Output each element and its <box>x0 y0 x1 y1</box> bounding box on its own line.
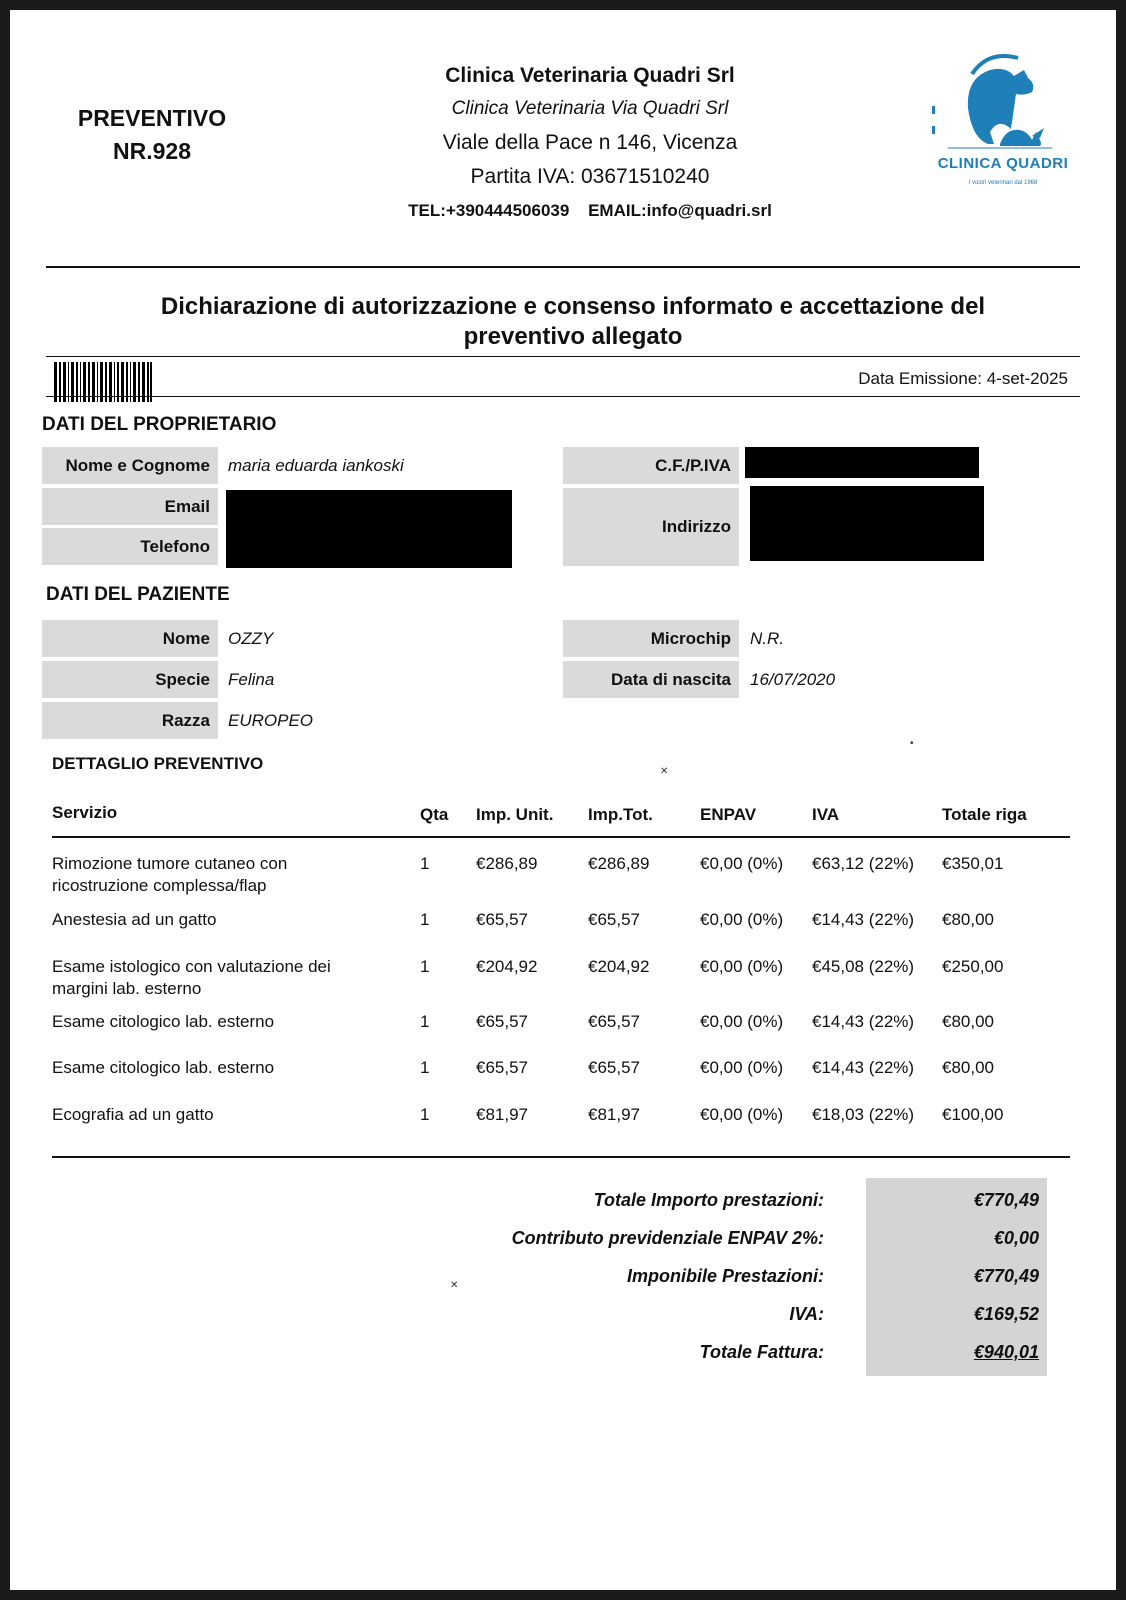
cell-enpav: €0,00 (0%) <box>700 1012 784 1031</box>
quote-title-line1: PREVENTIVO <box>77 105 227 131</box>
cell-tot: €81,97 <box>588 1105 640 1124</box>
patient-birth-value: 16/07/2020 <box>750 669 836 689</box>
cell-qty: 1 <box>420 1105 430 1124</box>
cell-service: Rimozione tumore cutaneo con ricostruzione complessa/flap <box>52 854 288 895</box>
cell-iva: €63,12 (22%) <box>812 854 915 873</box>
cell-total: €100,00 <box>942 1105 1004 1124</box>
patient-species-label: Specie <box>42 661 218 698</box>
vat-label: IVA: <box>789 1304 824 1324</box>
clinic-name: Clinica Veterinaria Quadri Srl <box>445 64 735 87</box>
cell-service: Ecografia ad un gatto <box>52 1105 214 1124</box>
patient-chip-label: Microchip <box>563 620 739 657</box>
clinic-address: Viale della Pace n 146, Vicenza <box>442 131 738 154</box>
col-header-total: Totale riga <box>942 805 1027 824</box>
cell-service: Anestesia ad un gatto <box>52 910 217 929</box>
dog-cat-logo-icon <box>932 56 1052 148</box>
emission-date: Data Emissione: 4-set-2025 <box>858 369 1068 388</box>
cell-tot: €65,57 <box>588 910 640 929</box>
taxable-label: Imponibile Prestazioni: <box>626 1266 824 1286</box>
cell-enpav: €0,00 (0%) <box>700 1058 784 1077</box>
cell-tot: €286,89 <box>588 854 650 873</box>
col-header-qty: Qta <box>420 805 449 824</box>
cell-iva: €18,03 (22%) <box>812 1105 915 1124</box>
cell-iva: €14,43 (22%) <box>812 1058 915 1077</box>
clinic-vat: Partita IVA: 03671510240 <box>470 165 710 188</box>
document-page <box>10 10 1116 1590</box>
cell-total: €80,00 <box>942 910 994 929</box>
clinic-phone: TEL:+390444506039 <box>408 201 570 220</box>
cell-total: €250,00 <box>942 957 1004 976</box>
cell-qty: 1 <box>420 1012 430 1031</box>
patient-chip-value: N.R. <box>750 628 784 648</box>
cell-service: Esame istologico con valutazione dei margini lab. esterno <box>52 957 331 998</box>
table-footer-divider <box>52 1156 1070 1158</box>
cell-tot: €204,92 <box>588 957 650 976</box>
declaration-divider-top <box>46 356 1080 357</box>
cell-service: Esame citologico lab. esterno <box>52 1058 275 1077</box>
patient-species-value: Felina <box>228 669 275 689</box>
enpav-contribution-value: €0,00 <box>993 1228 1039 1248</box>
cell-enpav: €0,00 (0%) <box>700 910 784 929</box>
col-header-unit: Imp. Unit. <box>476 805 554 824</box>
owner-cf-label: C.F./P.IVA <box>563 447 739 484</box>
cell-iva: €14,43 (22%) <box>812 1012 915 1031</box>
cell-enpav: €0,00 (0%) <box>700 854 784 873</box>
cell-unit: €65,57 <box>476 910 528 929</box>
vat-value: €169,52 <box>973 1304 1039 1324</box>
cell-total: €80,00 <box>942 1012 994 1031</box>
cell-tot: €65,57 <box>588 1012 640 1031</box>
invoice-total-value: €940,01 <box>973 1342 1039 1362</box>
cell-qty: 1 <box>420 910 430 929</box>
enpav-contribution-label: Contributo previdenziale ENPAV 2%: <box>511 1228 824 1248</box>
cell-enpav: €0,00 (0%) <box>700 957 784 976</box>
clinic-subname: Clinica Veterinaria Via Quadri Srl <box>451 98 729 119</box>
cell-unit: €65,57 <box>476 1012 528 1031</box>
emission-divider <box>46 396 1080 397</box>
cell-total: €350,01 <box>942 854 1004 873</box>
patient-breed-label: Razza <box>42 702 218 739</box>
invoice-total-label: Totale Fattura: <box>699 1342 824 1362</box>
cell-qty: 1 <box>420 957 430 976</box>
table-header-divider <box>52 836 1070 838</box>
clinic-info <box>360 60 820 228</box>
col-header-tot: Imp.Tot. <box>588 805 653 824</box>
cell-qty: 1 <box>420 1058 430 1077</box>
owner-email-label: Email <box>42 488 218 525</box>
patient-breed-value: EUROPEO <box>228 710 314 730</box>
logo-tagline: I vostri veterinari dal 1968 <box>968 180 1038 186</box>
cell-unit: €81,97 <box>476 1105 528 1124</box>
total-services-label: Totale Importo prestazioni: <box>593 1190 824 1210</box>
patient-name-value: OZZY <box>228 628 274 648</box>
cell-enpav: €0,00 (0%) <box>700 1105 784 1124</box>
clinic-contacts <box>360 194 820 228</box>
cell-service: Esame citologico lab. esterno <box>52 1012 275 1031</box>
cell-qty: 1 <box>420 854 430 873</box>
col-header-service: Servizio <box>52 803 118 822</box>
owner-name-value: maria eduarda iankoski <box>228 455 404 475</box>
owner-name-label: Nome e Cognome <box>42 447 218 484</box>
owner-section-title: DATI DEL PROPRIETARIO <box>42 414 277 435</box>
clinic-email: EMAIL:info@quadri.srl <box>588 201 772 220</box>
col-header-enpav: ENPAV <box>700 805 757 824</box>
cell-unit: €286,89 <box>476 854 538 873</box>
declaration-title: Dichiarazione di autorizzazione e consenso informato e accettazione del preventivo allegato <box>160 293 986 350</box>
clinic-logo <box>928 48 1078 198</box>
redacted-cf <box>745 447 979 478</box>
cell-unit: €204,92 <box>476 957 538 976</box>
quote-title <box>62 102 242 168</box>
cell-tot: €65,57 <box>588 1058 640 1077</box>
cell-total: €80,00 <box>942 1058 994 1077</box>
col-header-iva: IVA <box>812 805 840 824</box>
owner-address-label: Indirizzo <box>563 488 739 566</box>
patient-birth-label: Data di nascita <box>563 661 739 698</box>
patient-name-label: Nome <box>42 620 218 657</box>
scan-speck: ✕ <box>450 1280 459 1291</box>
header-divider <box>46 266 1080 268</box>
cell-unit: €65,57 <box>476 1058 528 1077</box>
total-services-value: €770,49 <box>973 1190 1039 1210</box>
taxable-value: €770,49 <box>973 1266 1039 1286</box>
cell-iva: €14,43 (22%) <box>812 910 915 929</box>
patient-section-title: DATI DEL PAZIENTE <box>46 584 230 605</box>
detail-section-title: DETTAGLIO PREVENTIVO <box>52 754 264 773</box>
redacted-contact-block <box>226 490 512 568</box>
scan-speck: ✕ <box>660 766 669 777</box>
quote-number: NR.928 <box>113 138 191 164</box>
scan-speck: • <box>910 738 914 749</box>
redacted-address <box>750 486 984 561</box>
logo-text: CLINICA QUADRI <box>937 155 1069 172</box>
cell-iva: €45,08 (22%) <box>812 957 915 976</box>
owner-phone-label: Telefono <box>42 528 218 565</box>
